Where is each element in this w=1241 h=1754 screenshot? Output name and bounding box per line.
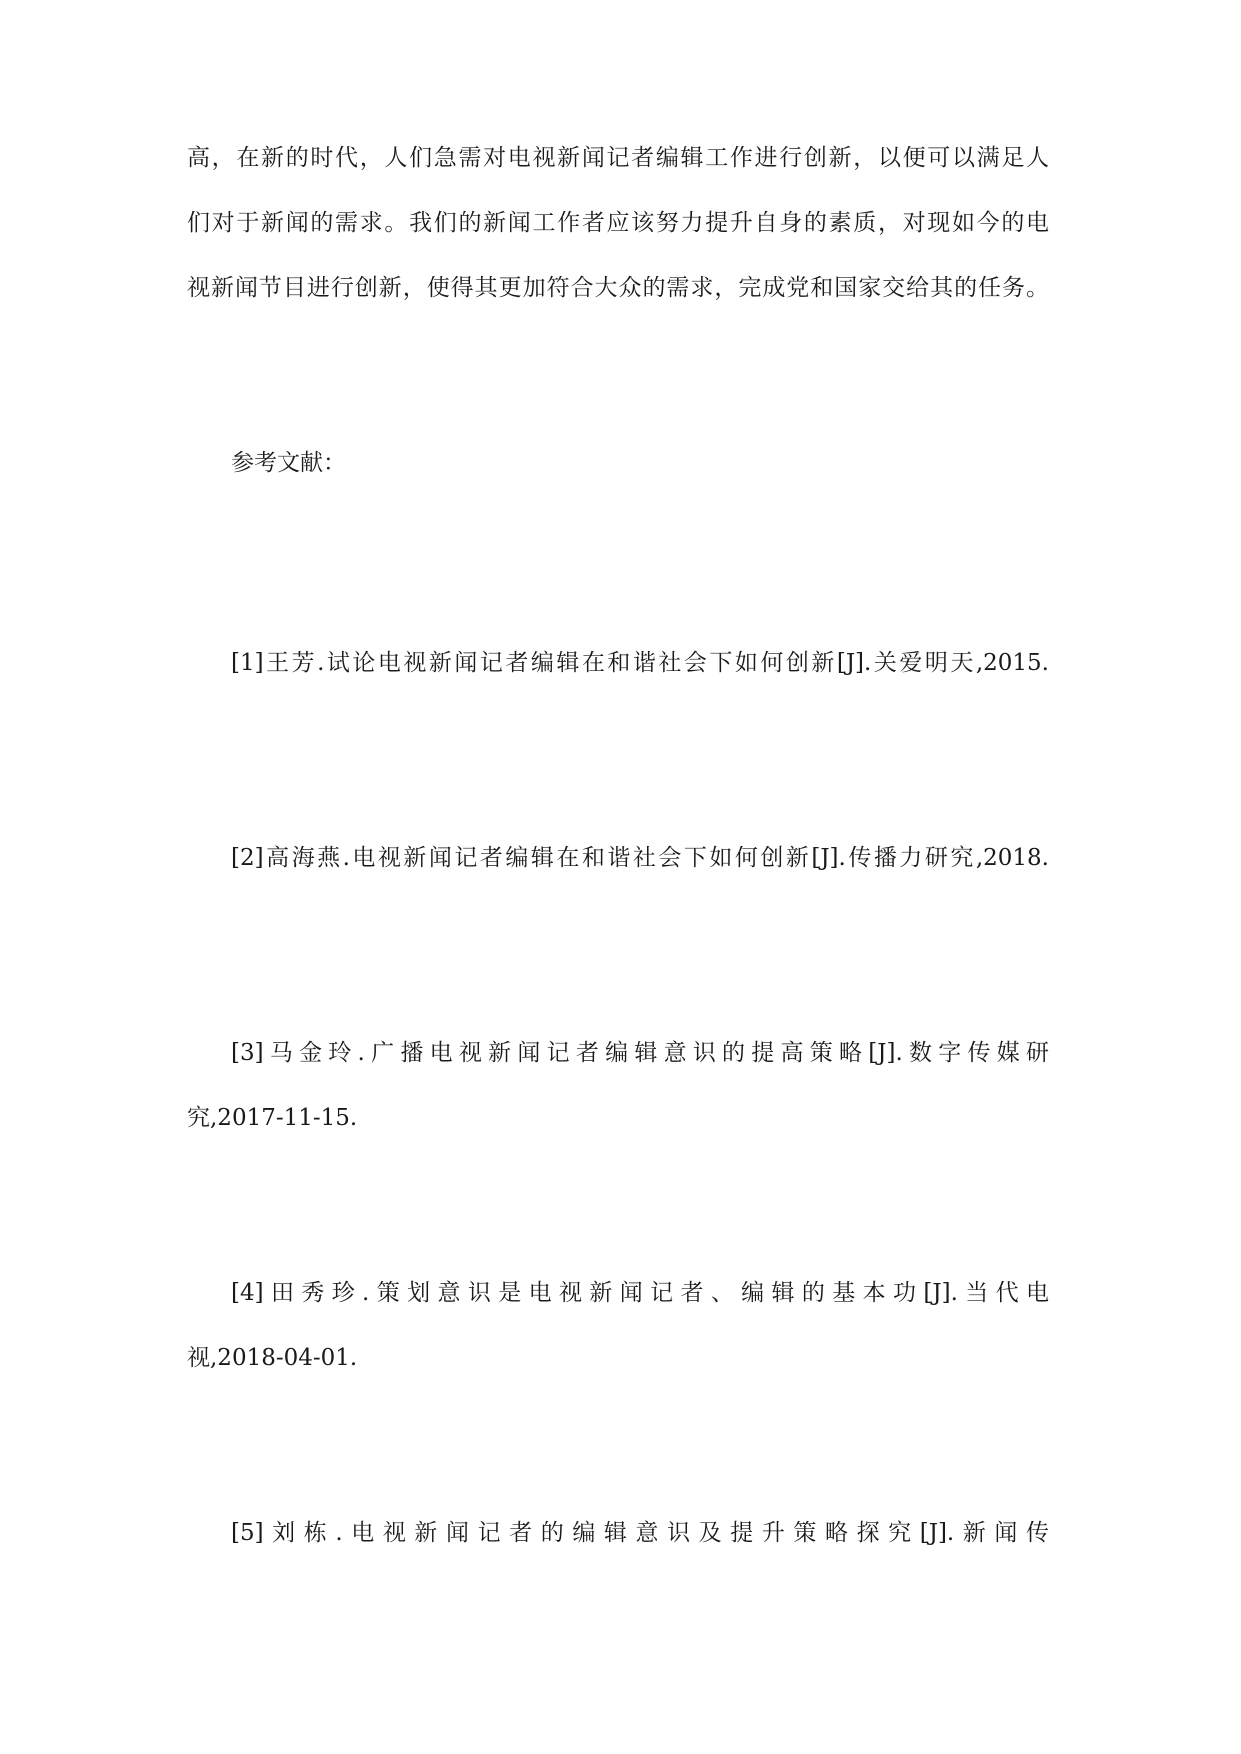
reference-item-4-line-2: 视,2018-04-01. — [187, 1345, 358, 1371]
references-heading: 参考文献： — [231, 450, 346, 476]
body-paragraph-line-1: 高，在新的时代，人们急需对电视新闻记者编辑工作进行创新，以便可以满足人 — [187, 145, 1049, 171]
reference-item-1: [1]王芳.试论电视新闻记者编辑在和谐社会下如何创新[J].关爱明天,2015. — [231, 650, 1049, 676]
reference-item-2: [2]高海燕.电视新闻记者编辑在和谐社会下如何创新[J].传播力研究,2018. — [231, 845, 1049, 871]
body-paragraph-line-3: 视新闻节目进行创新，使得其更加符合大众的需求，完成党和国家交给其的任务。 — [187, 275, 1049, 301]
body-paragraph-line-2: 们对于新闻的需求。我们的新闻工作者应该努力提升自身的素质，对现如今的电 — [187, 210, 1049, 236]
reference-item-3-line-1: [3]马金玲.广播电视新闻记者编辑意识的提高策略[J].数字传媒研 — [231, 1040, 1049, 1066]
reference-item-3-line-2: 究,2017-11-15. — [187, 1105, 358, 1131]
reference-item-4-line-1: [4]田秀珍.策划意识是电视新闻记者、编辑的基本功[J].当代电 — [231, 1280, 1049, 1306]
reference-item-5-line-1: [5]刘栋.电视新闻记者的编辑意识及提升策略探究[J].新闻传 — [231, 1520, 1049, 1546]
